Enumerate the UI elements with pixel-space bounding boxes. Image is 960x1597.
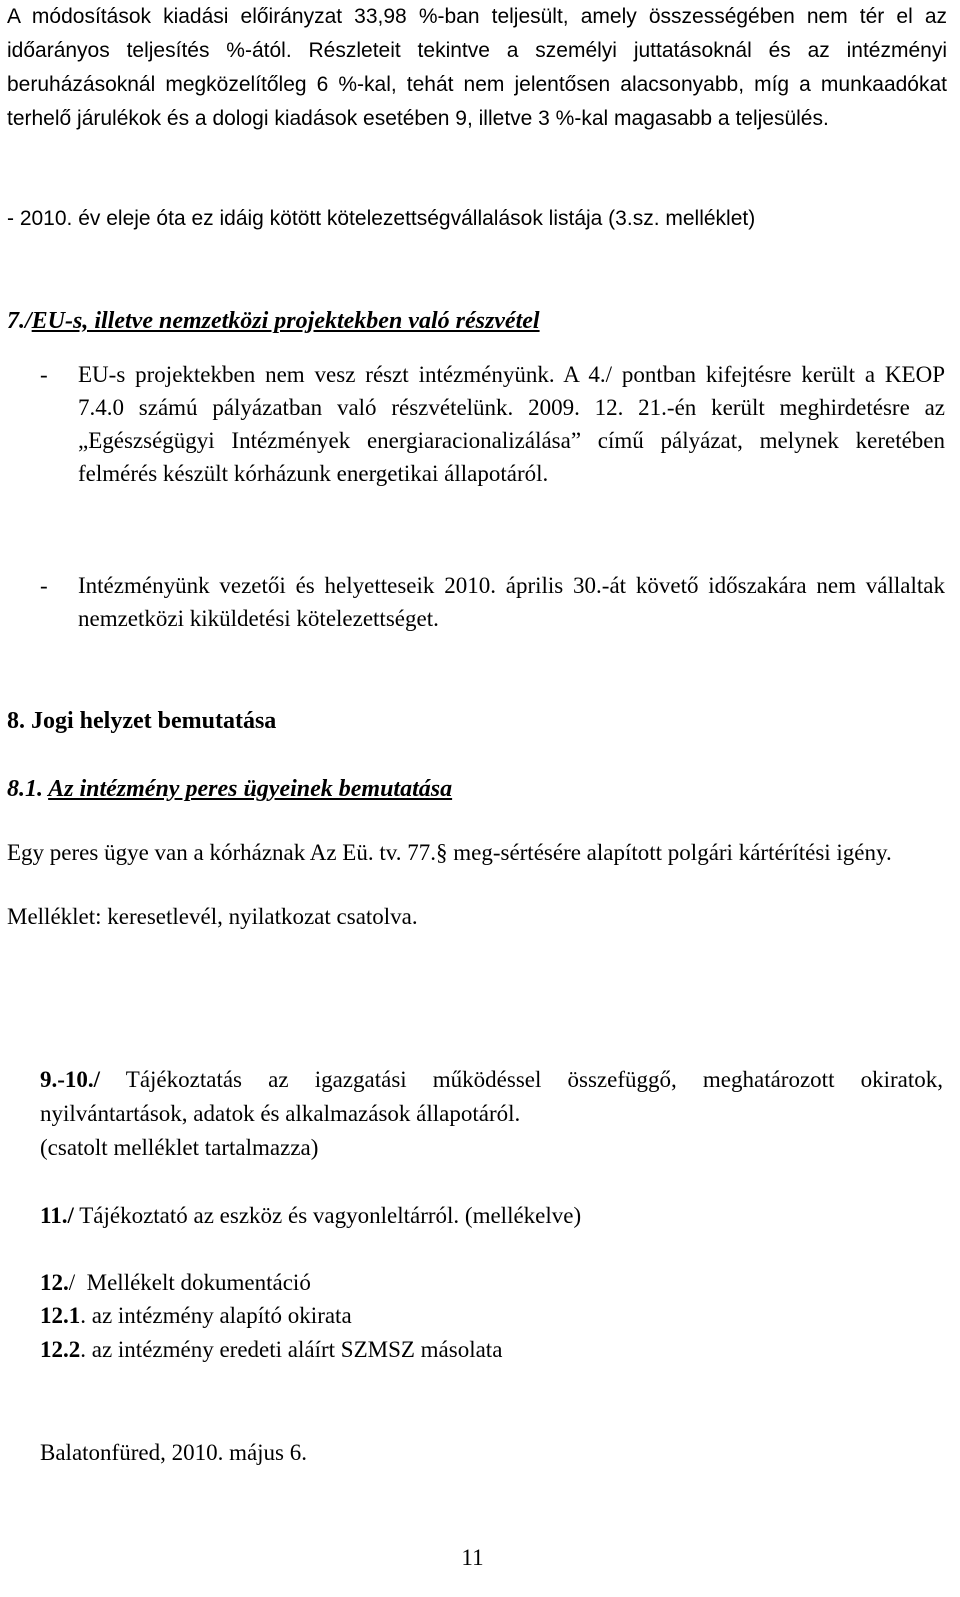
section-9-10-text: Tájékoztatás az igazgatási működéssel összefüggő, meghatározott okiratok, nyilvántartások, adatok és alkalmazások állapotáról.: [40, 1067, 943, 1126]
bullet-2-text: Intézményünk vezetői és helyetteseik 2010. április 30.-át követő időszakára nem vállaltak nemzetközi kiküldetési kötelezettséget.: [78, 573, 945, 631]
section-12-text: / Mellékelt dokumentáció: [68, 1270, 311, 1295]
section-11-number: 11./: [40, 1203, 74, 1228]
section-11-text: Tájékoztató az eszköz és vagyonleltárról. (mellékelve): [73, 1203, 582, 1228]
attachment-note: Melléklet: keresetlevél, nyilatkozat csatolva.: [7, 904, 418, 929]
bullet-dash: -: [40, 362, 48, 387]
section-12-1-number: 12.1: [40, 1303, 81, 1328]
section-12-1-item: [40, 1299, 940, 1333]
section-9-10-paragraph: [40, 1063, 943, 1165]
section-12-1-text: . az intézmény alapító okirata: [80, 1303, 352, 1328]
place-date: Balatonfüred, 2010. május 6.: [40, 1440, 308, 1465]
section-9-10-note: (csatolt melléklet tartalmazza): [40, 1135, 319, 1160]
lawsuit-paragraph: Egy peres ügye van a kórháznak Az Eü. tv. 77.§ meg-sértésére alapított polgári kártérítési igény.: [7, 840, 892, 865]
section-9-10-number: 9.-10./: [40, 1067, 101, 1092]
intro-paragraph: A módosítások kiadási előirányzat 33,98 %-ban teljesült, amely összességében nem tér el az időarányos teljesítés %-ától. Részleteit tekintve a személyi juttatásoknál és az intézményi beruházásoknál megközelítőleg 6 %-kal, tehát nem jelentősen alacsonyabb, míg a munkaadókat terhelő járulékok és a dologi kiadások esetében 9, illetve 3 %-kal magasabb a teljesülés.: [7, 5, 947, 130]
section-7-bullet-1: [40, 358, 945, 490]
section-12-heading: [40, 1266, 940, 1300]
page-number: 11: [461, 1545, 484, 1570]
section-7-bullet-2: [40, 569, 945, 635]
section-7-title: EU-s, illetve nemzetközi projektekben való részvétel: [31, 308, 540, 334]
section-8-1-heading: [7, 772, 452, 806]
section-8-1-number: 8.1.: [7, 776, 43, 802]
section-12-2-text: . az intézmény eredeti aláírt SZMSZ másolata: [80, 1337, 503, 1362]
section-7-heading: [7, 304, 942, 338]
bullet-1-text: EU-s projektekben nem vesz részt intézményünk. A 4./ pontban kifejtésre került a KEOP 7.4.0 számú pályázatban való részvételünk. 2009. 12. 21.-én került meghirdetésre az „Egészségügyi Intézmények energiaracionalizálása” című pályázat, melynek keretében felmérés készült kórházunk energetikai állapotáról.: [78, 362, 945, 486]
section-8-1-title: Az intézmény peres ügyeinek bemutatása: [48, 776, 453, 802]
section-12-number: 12.: [40, 1270, 69, 1295]
section-12-2-item: [40, 1333, 940, 1367]
commitments-list-item: - 2010. év eleje óta ez idáig kötött kötelezettségvállalások listája (3.sz. melléklet): [7, 207, 756, 230]
section-7-number: 7./: [7, 308, 32, 334]
section-8-heading: 8. Jogi helyzet bemutatása: [7, 708, 277, 734]
section-12-2-number: 12.2: [40, 1337, 81, 1362]
bullet-dash: -: [40, 573, 48, 598]
section-11-paragraph: [40, 1199, 940, 1233]
